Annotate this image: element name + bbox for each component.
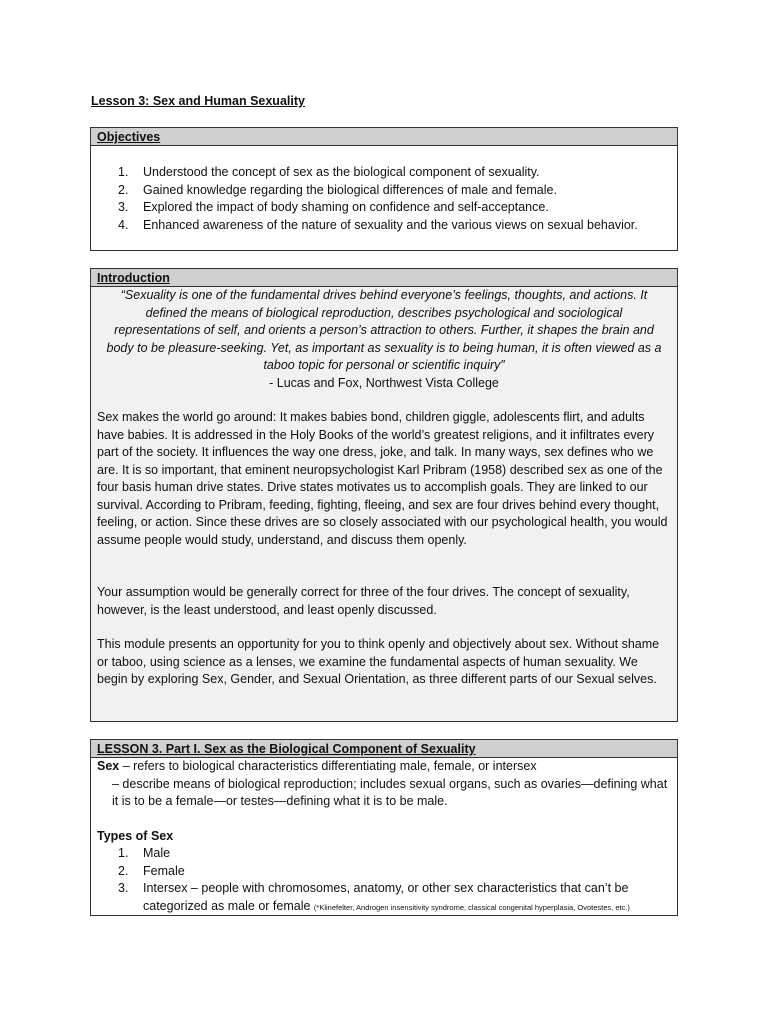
item-number: 1. [118,165,129,179]
sex-term: Sex [97,759,120,773]
item-text: Understood the concept of sex as the biological component of sexuality. [143,165,540,179]
list-item [118,199,638,217]
item-text: Enhanced awareness of the nature of sexuality and the various views on sexual behavior. [143,217,638,232]
page-title: Lesson 3: Sex and Human Sexuality [91,94,305,108]
list-item [118,217,638,235]
item-number: 3. [118,200,129,214]
types-list [91,845,677,916]
list-item [118,164,638,182]
list-item [118,845,671,863]
item-number: 1. [118,846,129,860]
intro-paragraph: This module presents an opportunity for you to think openly and objectively about sex. Without shame or taboo, using science as a lenses, we examine the fundamental aspects of human sexuality. We begin by exploring Sex, Gender, and Sexual Orientation, as three different parts of our Sexual selves. [97,637,660,686]
intro-paragraph: Sex makes the world go around: It makes babies bond, children giggle, adolescents flirt, and adults have babies. It is addressed in the Holy Books of the world’s greatest religions, and it infiltrates every part of the society. It influences the way one dress, joke, and talk. In many ways, sex defines who we are. It is so important, that eminent neuropsychologist Karl Pribram (1958) described sex as one of the four basis human drive states. Drive states motivates us to accomplish goals. They are linked to our survival. According to Pribram, feeding, fighting, fleeing, and sex are four drives behind every thought, feeling, or action. Since these drives are so closely associated with our psychological health, you would assume people would study, understand, and discuss them openly. [97,410,668,547]
item-number: 4. [118,217,129,232]
intersex-note: (*Klinefelter, Androgen insensitivity syndrome, classical congenital hyperplasia, Ovotestes, etc.) [313,902,630,912]
intro-quote: “Sexuality is one of the fundamental drives behind everyone’s feelings, thoughts, and actions. It defined the means of biological reproduction, describes psychological and sociological representations of self, and orients a person’s attraction to others. Further, it shapes the brain and body to be pleasure-seeking. Yet, as important as sexuality is to being human, it is often viewed as a taboo topic for personal or scientific inquiry” [106,288,662,372]
item-text: Female [143,863,185,878]
item-text: Male [143,846,171,860]
objectives-box [90,127,678,251]
list-item [118,880,671,916]
item-text: Intersex – people with chromosomes, anatomy, or other sex characteristics that can’t be categorized as male or female [143,881,629,913]
item-number: 2. [118,863,129,878]
sex-definition [91,758,677,776]
intersex-item [143,880,671,916]
types-title: Types of Sex [97,828,174,843]
item-text: Explored the impact of body shaming on confidence and self-acceptance. [143,200,549,214]
lesson-heading: LESSON 3. Part I. Sex as the Biological Component of Sexuality [91,740,677,758]
list-item [118,182,638,200]
lesson-box [90,739,678,916]
item-number: 2. [118,182,129,197]
objectives-heading: Objectives [91,128,677,146]
introduction-heading: Introduction [91,269,677,287]
intro-paragraph: Your assumption would be generally correct for three of the four drives. The concept of sexuality, however, is the least understood, and least openly discussed. [97,585,630,617]
sex-definition-text: – refers to biological characteristics differentiating male, female, or intersex [119,759,537,773]
introduction-box [90,268,678,722]
list-item [118,863,671,881]
item-number: 3. [118,881,129,895]
sex-definition-continued: – describe means of biological reproduction; includes sexual organs, such as ovaries—defining what it is to be a female—or testes—defining what it is to be male. [112,776,668,808]
quote-attribution: - Lucas and Fox, Northwest Vista College [269,375,499,390]
objectives-list [118,164,638,234]
item-text: Gained knowledge regarding the biological differences of male and female. [143,182,557,197]
